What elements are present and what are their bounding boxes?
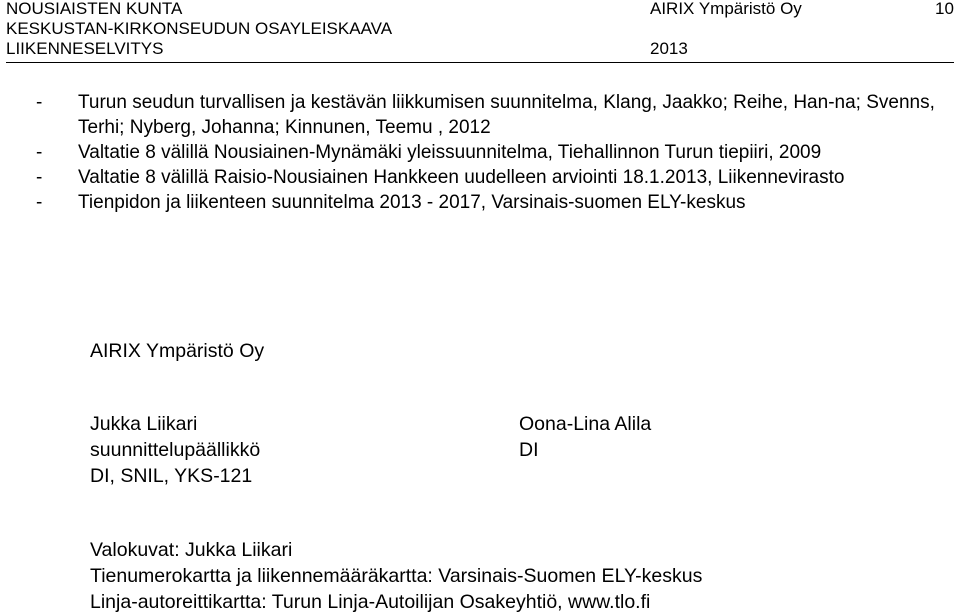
signatory-1-title: suunnittelupäällikkö xyxy=(90,439,261,461)
reference-item xyxy=(36,165,954,190)
reference-list xyxy=(36,90,954,215)
signatory-2-title: DI xyxy=(519,439,539,461)
reference-text: Turun seudun turvallisen ja kestävän liikkumisen suunnitelma, Klang, Jaakko; Reihe, Han-na; Svenns, Terhi; Nyberg, Johanna; Kinnunen, Teemu , 2012 xyxy=(78,92,935,138)
header-report-type: LIIKENNESELVITYS xyxy=(6,39,164,58)
reference-item xyxy=(36,190,954,215)
header-divider xyxy=(6,62,954,63)
author-company: AIRIX Ympäristö Oy xyxy=(90,340,265,362)
signatory-1-name: Jukka Liikari xyxy=(90,413,198,435)
credit-maps: Tienumerokartta ja liikennemääräkartta: Varsinais-Suomen ELY-keskus xyxy=(90,565,703,587)
header-year: 2013 xyxy=(650,39,688,58)
list-dash: - xyxy=(36,92,43,113)
reference-item xyxy=(36,90,954,140)
header-company: AIRIX Ympäristö Oy xyxy=(650,0,802,18)
signatory-1-qualifications: DI, SNIL, YKS-121 xyxy=(90,465,253,487)
credit-bus-routes: Linja-autoreittikartta: Turun Linja-Autoilijan Osakeyhtiö, www.tlo.fi xyxy=(90,591,651,613)
header-page-number: 10 xyxy=(935,0,954,18)
header-plan-name: KESKUSTAN-KIRKONSEUDUN OSAYLEISKAAVA xyxy=(6,19,393,38)
list-dash: - xyxy=(36,167,43,188)
header-municipality: NOUSIAISTEN KUNTA xyxy=(6,0,183,18)
reference-item xyxy=(36,140,954,165)
reference-text: Valtatie 8 välillä Nousiainen-Mynämäki yleissuunnitelma, Tiehallinnon Turun tiepiiri, 2009 xyxy=(78,142,822,163)
list-dash: - xyxy=(36,192,43,213)
list-dash: - xyxy=(36,142,43,163)
reference-text: Valtatie 8 välillä Raisio-Nousiainen Hankkeen uudelleen arviointi 18.1.2013, Liikennevirasto xyxy=(78,167,845,188)
signatory-2-name: Oona-Lina Alila xyxy=(519,413,652,435)
credit-photos: Valokuvat: Jukka Liikari xyxy=(90,539,293,561)
reference-text: Tienpidon ja liikenteen suunnitelma 2013 - 2017, Varsinais-suomen ELY-keskus xyxy=(78,192,746,213)
